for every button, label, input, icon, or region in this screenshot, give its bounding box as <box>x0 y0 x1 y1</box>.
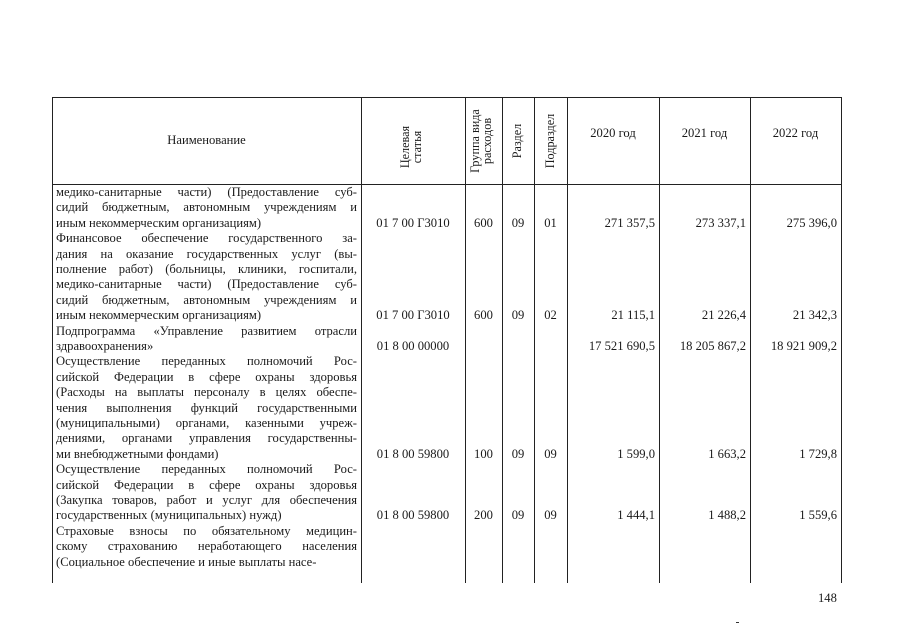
row-section: 09 <box>511 308 525 323</box>
col-border-right <box>841 97 842 583</box>
header-2021: 2021 год <box>681 126 728 140</box>
col-border-left <box>52 97 53 583</box>
row-value-2020: 17 521 690,5 <box>588 339 655 353</box>
row-name-line: сийской Федерации в сфере охраны здоровья <box>56 477 357 492</box>
row-value-2021: 1 488,2 <box>708 508 746 523</box>
row-value-2020: 1 599,0 <box>617 446 655 461</box>
row-target-article: 01 7 00 Г3010 <box>376 215 450 230</box>
header-name: Наименование <box>167 133 246 147</box>
row-target-article: 01 8 00 59800 <box>376 446 450 461</box>
row-name-line: Подпрограмма «Управление развитием отрасли <box>56 323 357 338</box>
row-name-line: дания на оказание государственных услуг (вы- <box>56 246 357 261</box>
header-subsection: Подраздел <box>543 113 557 169</box>
row-name-line: полнение работ) (больницы, клиники, госпитали, <box>56 262 357 276</box>
row-name-line: Страховые взносы по обязательному медицин- <box>56 523 357 538</box>
row-name-line: медико-санитарные части) (Предоставление суб- <box>56 185 357 199</box>
row-name-line: (Расходы на выплаты персоналу в целях обеспе- <box>56 385 357 400</box>
row-name-line: сидий бюджетным, автономным учреждениям и <box>56 292 357 307</box>
row-name-line: (Социальное обеспечение и иные выплаты насе- <box>56 554 317 569</box>
header-2022: 2022 год <box>772 126 819 140</box>
row-subsection: 09 <box>544 446 557 461</box>
row-section: 09 <box>511 215 525 230</box>
row-value-2021: 1 663,2 <box>708 446 746 461</box>
row-section: 09 <box>511 508 525 523</box>
row-name-line: дениями, органами управления государственны- <box>56 431 357 446</box>
row-expense-group: 200 <box>474 508 493 523</box>
row-name-line: (муниципальными) органами, казенными учреж- <box>56 416 357 431</box>
row-name-line: государственных (муниципальных) нужд) <box>56 508 282 523</box>
table-top-border <box>52 97 842 98</box>
header-target-article: Целевая статья <box>398 125 425 169</box>
stray-mark <box>736 622 739 623</box>
row-name <box>56 185 357 231</box>
row-name-line: скому страхованию неработающего населения <box>56 539 357 554</box>
budget-table <box>52 97 842 583</box>
page-number: 148 <box>818 591 837 605</box>
row-name-line: ми внебюджетными фондами) <box>56 446 219 461</box>
row-name-line: Осуществление переданных полномочий Рос- <box>56 462 357 477</box>
row-target-article: 01 8 00 00000 <box>376 339 450 353</box>
row-value-2022: 18 921 909,2 <box>770 339 837 353</box>
row-name-line: Финансовое обеспечение государственного за- <box>56 231 357 246</box>
row-target-article: 01 7 00 Г3010 <box>376 308 450 323</box>
row-name-line: сидий бюджетным, автономным учреждениям и <box>56 200 357 215</box>
header-expense-group: Группа вида расходов <box>468 109 495 173</box>
row-subsection: 01 <box>544 215 557 230</box>
row-value-2020: 271 357,5 <box>604 215 655 230</box>
row-expense-group: 100 <box>474 446 493 461</box>
row-target-article: 01 8 00 59800 <box>376 508 450 523</box>
row-value-2022: 1 729,8 <box>799 446 837 461</box>
row-value-2022: 1 559,6 <box>799 508 837 523</box>
row-name-line: здравоохранения» <box>56 339 154 353</box>
row-subsection: 09 <box>544 508 557 523</box>
row-value-2020: 21 115,1 <box>611 308 655 323</box>
row-name <box>56 231 357 323</box>
row-name-line: (Закупка товаров, работ и услуг для обеспечения <box>56 493 357 507</box>
row-value-2021: 273 337,1 <box>695 215 746 230</box>
row-name-line: чения выполнения функций государственными <box>56 400 357 415</box>
row-name <box>56 462 357 524</box>
row-name-line: сийской Федерации в сфере охраны здоровья <box>56 369 357 384</box>
row-name-line: Осуществление переданных полномочий Рос- <box>56 354 357 369</box>
row-subsection: 02 <box>544 308 557 323</box>
row-name-line: медико-санитарные части) (Предоставление суб- <box>56 277 357 292</box>
row-name <box>56 354 357 462</box>
row-value-2021: 21 226,4 <box>701 308 746 323</box>
header-2020: 2020 год <box>590 126 636 140</box>
row-section: 09 <box>511 446 525 461</box>
row-name-line: иным некоммерческим организациям) <box>56 308 262 323</box>
row-name <box>56 524 357 570</box>
row-value-2020: 1 444,1 <box>617 508 655 523</box>
row-expense-group: 600 <box>474 215 493 230</box>
row-value-2022: 275 396,0 <box>786 215 837 230</box>
row-expense-group: 600 <box>474 308 493 323</box>
header-section: Раздел <box>510 123 524 159</box>
row-name-line: иным некоммерческим организациям) <box>56 215 262 230</box>
row-name <box>56 324 357 355</box>
row-value-2022: 21 342,3 <box>792 308 837 323</box>
row-value-2021: 18 205 867,2 <box>679 339 746 353</box>
